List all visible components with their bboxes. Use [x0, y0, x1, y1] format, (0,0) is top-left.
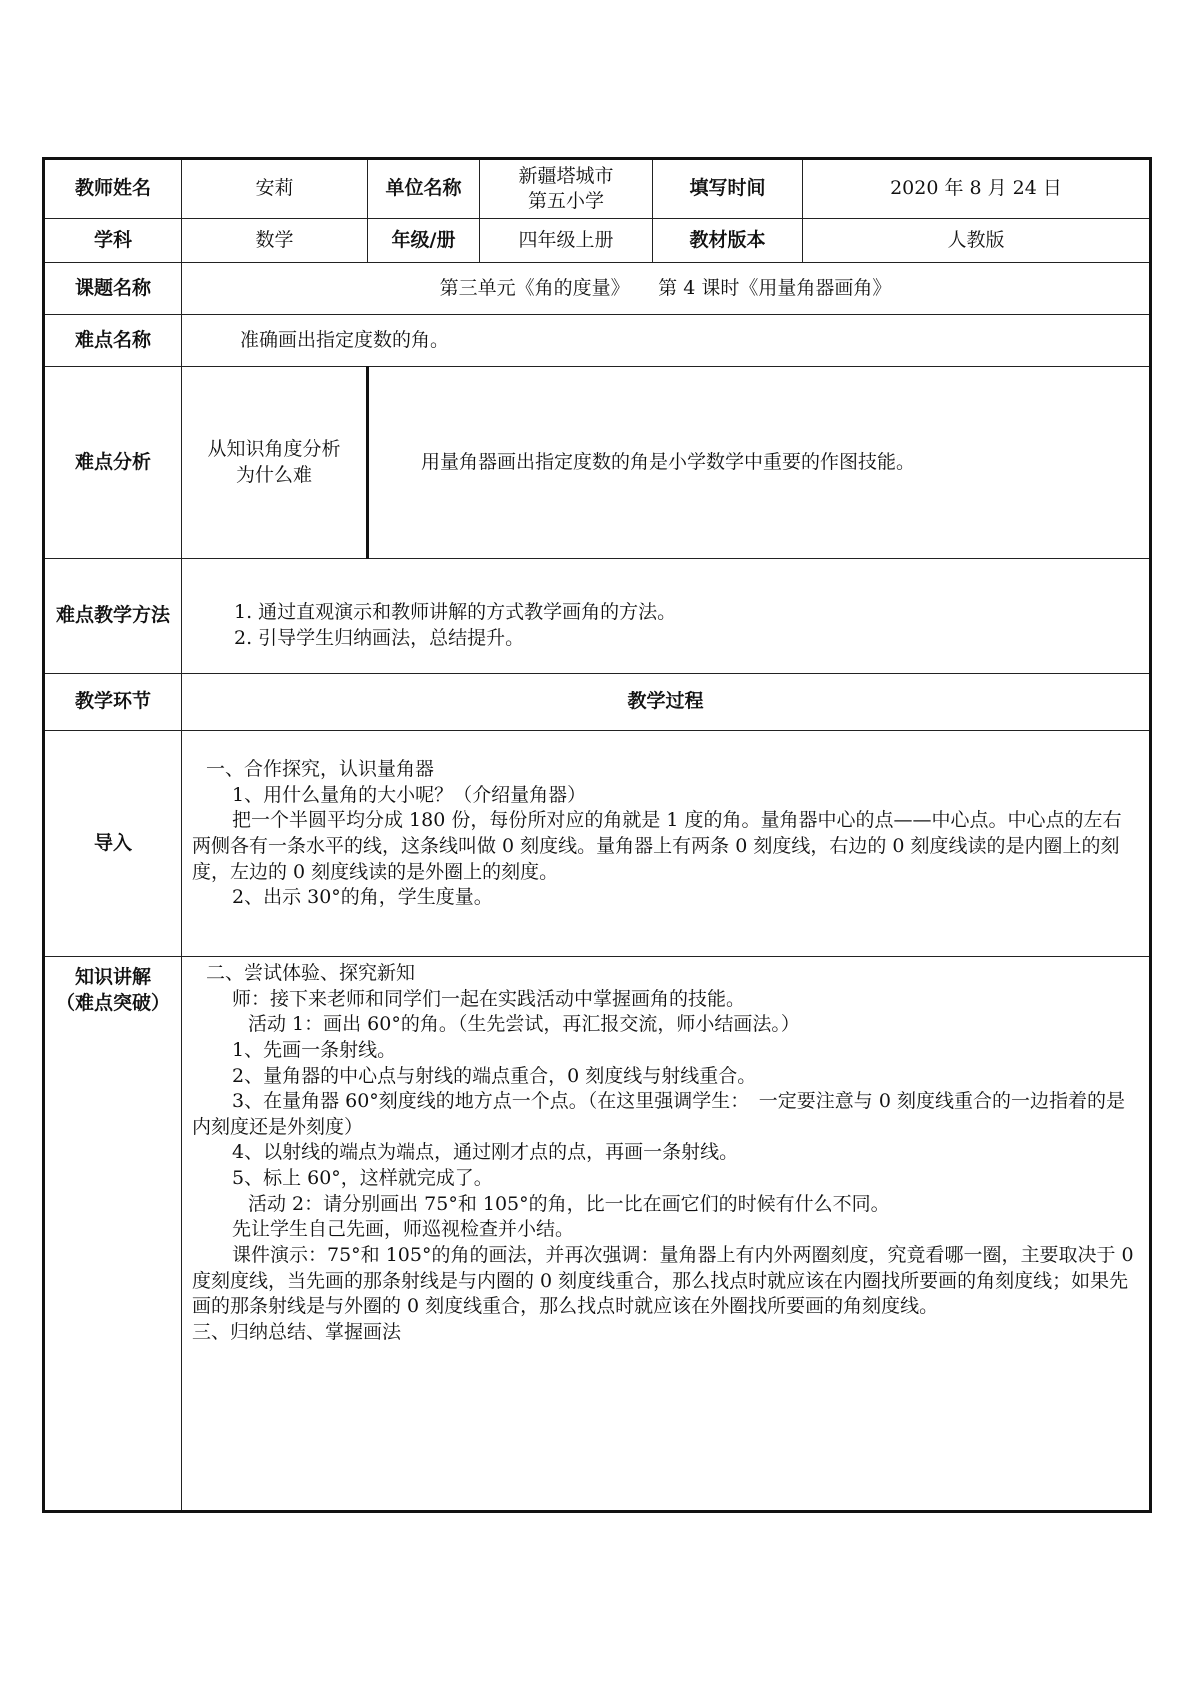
edition-label: 教材版本	[653, 219, 803, 263]
methods-list	[182, 559, 1151, 674]
grade-label: 年级/册	[368, 219, 480, 263]
row-subject-info	[44, 219, 1151, 263]
intro-content	[182, 731, 1151, 957]
difficulty-label: 难点名称	[44, 315, 182, 367]
knowledge-line: 活动 2：请分别画出 75°和 105°的角，比一比在画它们的时候有什么不同。	[248, 1192, 890, 1215]
unit-value: 新疆塔城市第五小学	[480, 159, 653, 219]
row-difficulty	[44, 315, 1151, 367]
knowledge-line: 1、先画一条射线。	[232, 1038, 397, 1061]
knowledge-label	[44, 957, 182, 1512]
row-intro	[44, 731, 1151, 957]
knowledge-line: 5、标上 60°，这样就完成了。	[232, 1167, 493, 1190]
knowledge-line: 3、在量角器 60°刻度线的地方点一个点。（在这里强调学生： 一定要注意与 0 刻度线重合的一边指着的是内刻度还是外刻度）	[192, 1090, 1125, 1138]
row-topic	[44, 263, 1151, 315]
knowledge-line: 2、量角器的中心点与射线的端点重合，0 刻度线与射线重合。	[232, 1064, 757, 1087]
intro-line: 2、出示 30°的角，学生度量。	[232, 886, 493, 909]
analysis-label: 难点分析	[44, 367, 182, 559]
subject-label: 学科	[44, 219, 182, 263]
method-item: 2. 引导学生归纳画法，总结提升。	[234, 627, 525, 649]
difficulty-value: 准确画出指定度数的角。	[182, 315, 1151, 367]
knowledge-label-line1: 知识讲解	[74, 966, 151, 988]
knowledge-line: 活动 1：画出 60°的角。（生先尝试，再汇报交流，师小结画法。）	[248, 1013, 800, 1036]
stage-header: 教学环节	[44, 674, 182, 731]
lesson-plan-table	[42, 157, 1152, 1513]
edition-value: 人教版	[803, 219, 1151, 263]
row-knowledge	[44, 957, 1151, 1512]
intro-line: 一、合作探究，认识量角器	[206, 758, 435, 780]
topic-value: 第三单元《角的度量》 第 4 课时《用量角器画角》	[182, 263, 1151, 315]
lesson-plan-frame	[42, 157, 1149, 1510]
row-process-header	[44, 674, 1151, 731]
row-methods	[44, 559, 1151, 674]
knowledge-label-line2: （难点突破）	[55, 991, 170, 1014]
row-teacher-info	[44, 159, 1151, 219]
date-label: 填写时间	[653, 159, 803, 219]
row-analysis	[44, 367, 1151, 559]
knowledge-line: 师：接下来老师和同学们一起在实践活动中掌握画角的技能。	[232, 987, 746, 1010]
knowledge-line: 课件演示：75°和 105°的角的画法，并再次强调：量角器上有内外两圈刻度，究竟看哪一圈，主要取决于 0 度刻度线，当先画的那条射线是与内圈的 0 刻度线重合，那么找点时就应该在内圈找所要画的角刻度线；如果先画的那条射线是与外圈的 0 刻度线重合，那么找点时就应该在外圈找所要画的角刻度线。	[192, 1244, 1134, 1318]
date-value: 2020 年 8 月 24 日	[803, 159, 1151, 219]
knowledge-line: 4、以射线的端点为端点，通过刚才点的点，再画一条射线。	[232, 1141, 739, 1164]
analysis-value: 用量角器画出指定度数的角是小学数学中重要的作图技能。	[368, 367, 1151, 559]
knowledge-line: 二、尝试体验、探究新知	[206, 962, 416, 984]
subject-value: 数学	[182, 219, 368, 263]
knowledge-content	[182, 957, 1151, 1512]
intro-line: 把一个半圆平均分成 180 份，每份所对应的角就是 1 度的角。量角器中心的点——中心点。中心点的左右两侧各有一条水平的线，这条线叫做 0 刻度线。量角器上有两条 0 刻度线，右边的 0 刻度线读的是内圈上的刻度，左边的 0 刻度线读的是外圈上的刻度。	[192, 809, 1122, 883]
grade-value: 四年级上册	[480, 219, 653, 263]
unit-label: 单位名称	[368, 159, 480, 219]
method-item: 1. 通过直观演示和教师讲解的方式教学画角的方法。	[234, 601, 677, 624]
process-header: 教学过程	[182, 674, 1151, 731]
teacher-label: 教师姓名	[44, 159, 182, 219]
intro-line: 1、用什么量角的大小呢？（介绍量角器）	[232, 783, 587, 806]
teacher-value: 安莉	[182, 159, 368, 219]
topic-label: 课题名称	[44, 263, 182, 315]
methods-label: 难点教学方法	[44, 559, 182, 674]
intro-label: 导入	[44, 731, 182, 957]
knowledge-line: 先让学生自己先画，师巡视检查并小结。	[232, 1218, 575, 1241]
knowledge-line: 三、归纳总结、掌握画法	[192, 1320, 402, 1343]
analysis-sub-label: 从知识角度分析为什么难	[182, 367, 368, 559]
